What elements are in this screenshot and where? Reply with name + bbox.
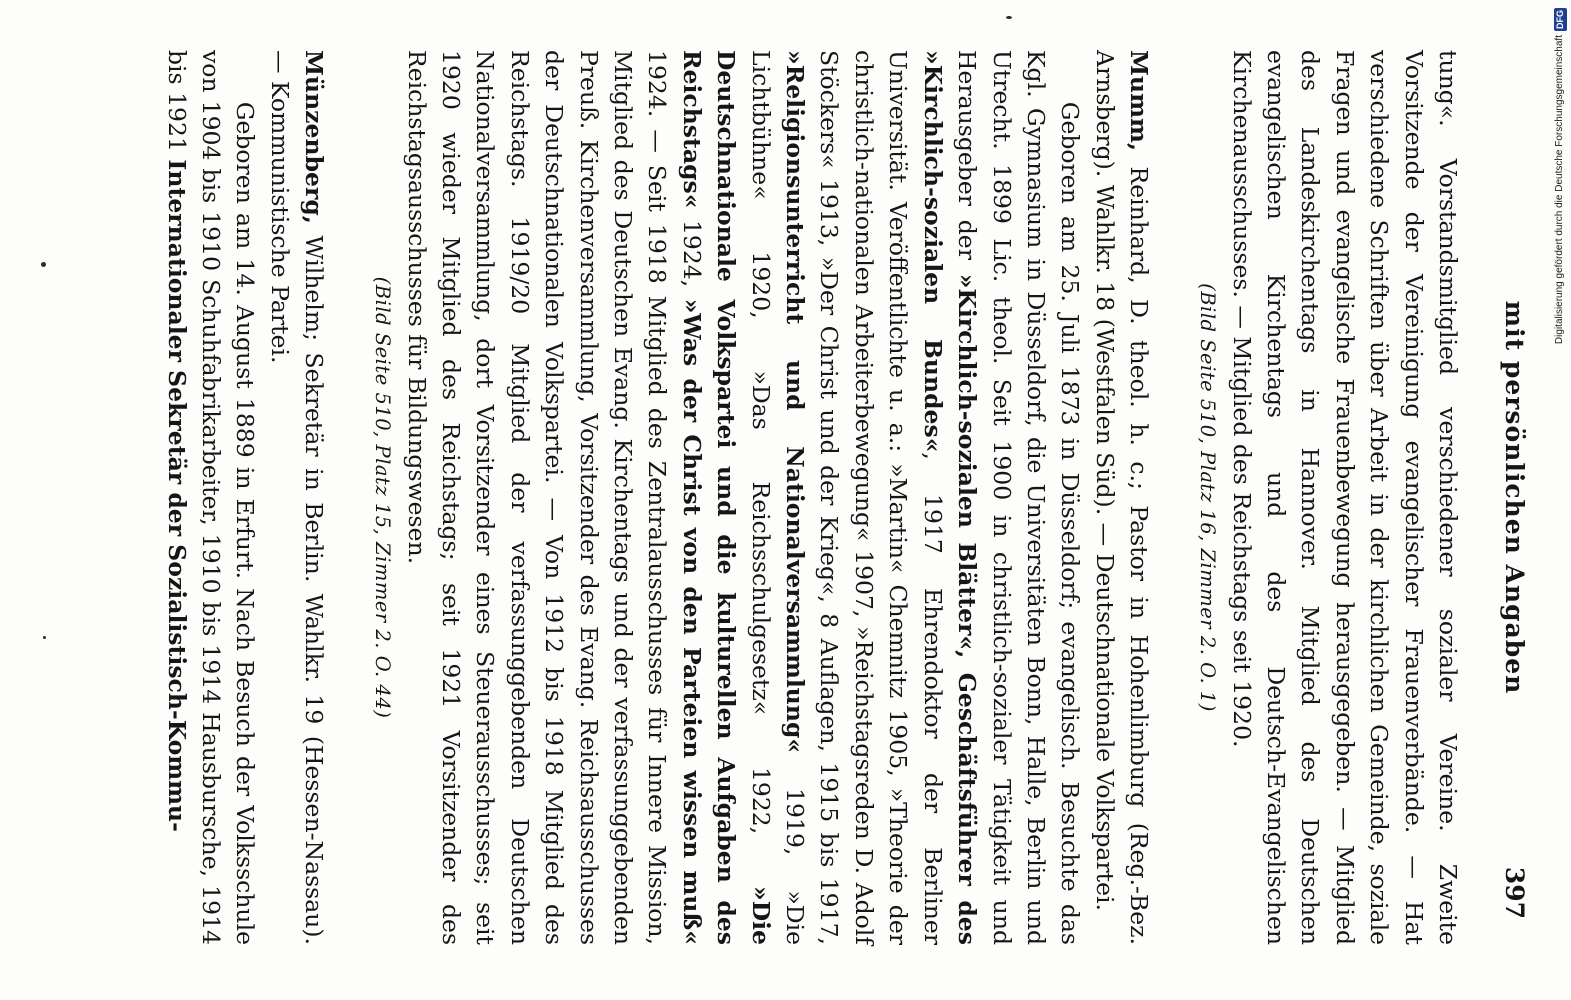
running-head [1493, 50, 1533, 945]
page-body [159, 50, 1465, 945]
entry-mumm-bio-emphasis: »Die Deutschnationale Volkspartei und die kulturellen Aufgaben des Reichstags« [677, 50, 775, 945]
entry-mumm-intro [1087, 50, 1156, 945]
entry-mumm-bio-text: , 1917 Ehrendoktor der Berliner Universität. Veröffentlichte u. a.: »Martin« Chemnitz 1905, »Theorie der christlich-nationalen Arbeiterbewegung« 1907, »Reichstagsreden D. Adolf Stöckers« 1913, »Der Christ und der Krieg«, 8 Auflagen, 1915 bis 1917, [815, 50, 947, 945]
entry-mumm-bio-text: 1919, »Die Lichtbühne« 1920, »Das Reichsschulgesetz« 1922, [746, 50, 810, 945]
entry-mumm [365, 50, 1156, 945]
entry-muenzenberg-intro [262, 50, 331, 945]
entry-mumm-intro-text: Reinhard, D. theol. h. c.; Pastor in Hohenlimburg (Reg.-Bez. Arnsberg). Wahlkr. 18 (Westfalen Süd). — Deutschnationale Volkspartei. [1090, 50, 1154, 945]
digitization-credit [1553, 8, 1567, 998]
running-title: mit persönlichen Angaben [1500, 300, 1529, 695]
spacer [331, 50, 365, 945]
entry-mumm-bio-text: Geboren am 25. Juli 1873 in Düsseldorf; evangelisch. Besuchte das Kgl. Gymnasium in Düsseldorf, die Universitäten Bonn, Halle, Berlin und Utrecht. 1899 Lic. theol. Seit 1900 in christlich-sozialer Tätigkeit und Herausgeber der [953, 50, 1085, 945]
entry-mumm-name: Mumm, [1125, 50, 1154, 152]
dfg-logo: DFG [1554, 10, 1565, 29]
entry-muenzenberg [159, 50, 331, 945]
entry-mumm-bio-emphasis: »Kirchlich-sozialen Blätter«, Geschäftsführer des »Kirchlich-sozialen Bundes« [918, 50, 982, 945]
entry-muenzenberg-bio [159, 50, 262, 945]
entry-mumm-bio-text: 1924. — Seit 1918 Mitglied des Zentralausschusses für Innere Mission, Mitglied des Deutschen Evang. Kirchentags und der verfassunggebenden Preuß. Kirchenversammlung, Vorsitzender des Evang. Reichsausschusses der Deutschnationalen Volkspartei. — Von 1912 bis 1918 Mitglied des Reichstags. 1919/20 Mitglied der verfassunggebenden Deutschen Nationalversammlung, dort Vorsitzender eines Steuerausschusses; seit 1920 wieder Mitglied des Reichstags; seit 1921 Vorsitzender des Reichstagsausschusses für Bildungswesen. [402, 50, 672, 945]
entry-mumm-bio-text: 1924, [677, 219, 706, 288]
entry-muenzenberg-bio-emphasis: Internationaler Sekretär der Sozialistisch-Kommu- [162, 159, 191, 832]
entry-mumm-caption: (Bild Seite 510, Platz 15, Zimmer 2. O. 44) [371, 276, 395, 719]
entry-continuation-text: tung«. Vorstandsmitglied verschiedener sozialer Vereine. Zweite Vorsitzende der Vereinigung evangelischer Frauenverbände. — Hat verschiedene Schriften über Arbeit in der kirchlichen Gemeinde, soziale Fragen und evangelische Frauenbewegung herausgegeben. — Mitglied des Landeskirchentags in Hannover. Mitglied des Deutschen evangelischen Kirchentags und des Deutsch-Evangelischen Kirchenausschusses. — Mitglied des Reichstags seit 1920. [1227, 50, 1462, 945]
dust-speck [1006, 16, 1012, 19]
entry-mumm-bio-emphasis: »Was der Christ von den Parteien wissen muß« [677, 298, 706, 945]
book-page [43, 50, 1533, 945]
entry-continuation-caption: (Bild Seite 510, Platz 16, Zimmer 2. O. 1) [1196, 283, 1220, 712]
entry-mumm-bio [399, 50, 1087, 945]
spacer [1156, 50, 1190, 945]
page-number: 397 [1500, 866, 1529, 919]
entry-muenzenberg-bio-text: Geboren am 14. August 1889 in Erfurt. Nach Besuch der Volksschule von 1904 bis 1910 Schuhfabrikarbeiter, 1910 bis 1914 Hausbursche, 1914 bis 1921 [162, 50, 260, 945]
entry-mumm-bio-emphasis: »Religionsunterricht und Nationalversammlung« [781, 50, 810, 754]
entry-muenzenberg-name: Münzenberg, [300, 50, 329, 224]
digitization-credit-text: Digitalisierung gefördert durch die Deutsche Forschungsgemeinschaft [1554, 35, 1565, 345]
entry-muenzenberg-intro-text: Wilhelm; Sekretär in Berlin. Wahlkr. 19 (Hessen-Nassau). — Kommunistische Partei. [265, 50, 329, 945]
